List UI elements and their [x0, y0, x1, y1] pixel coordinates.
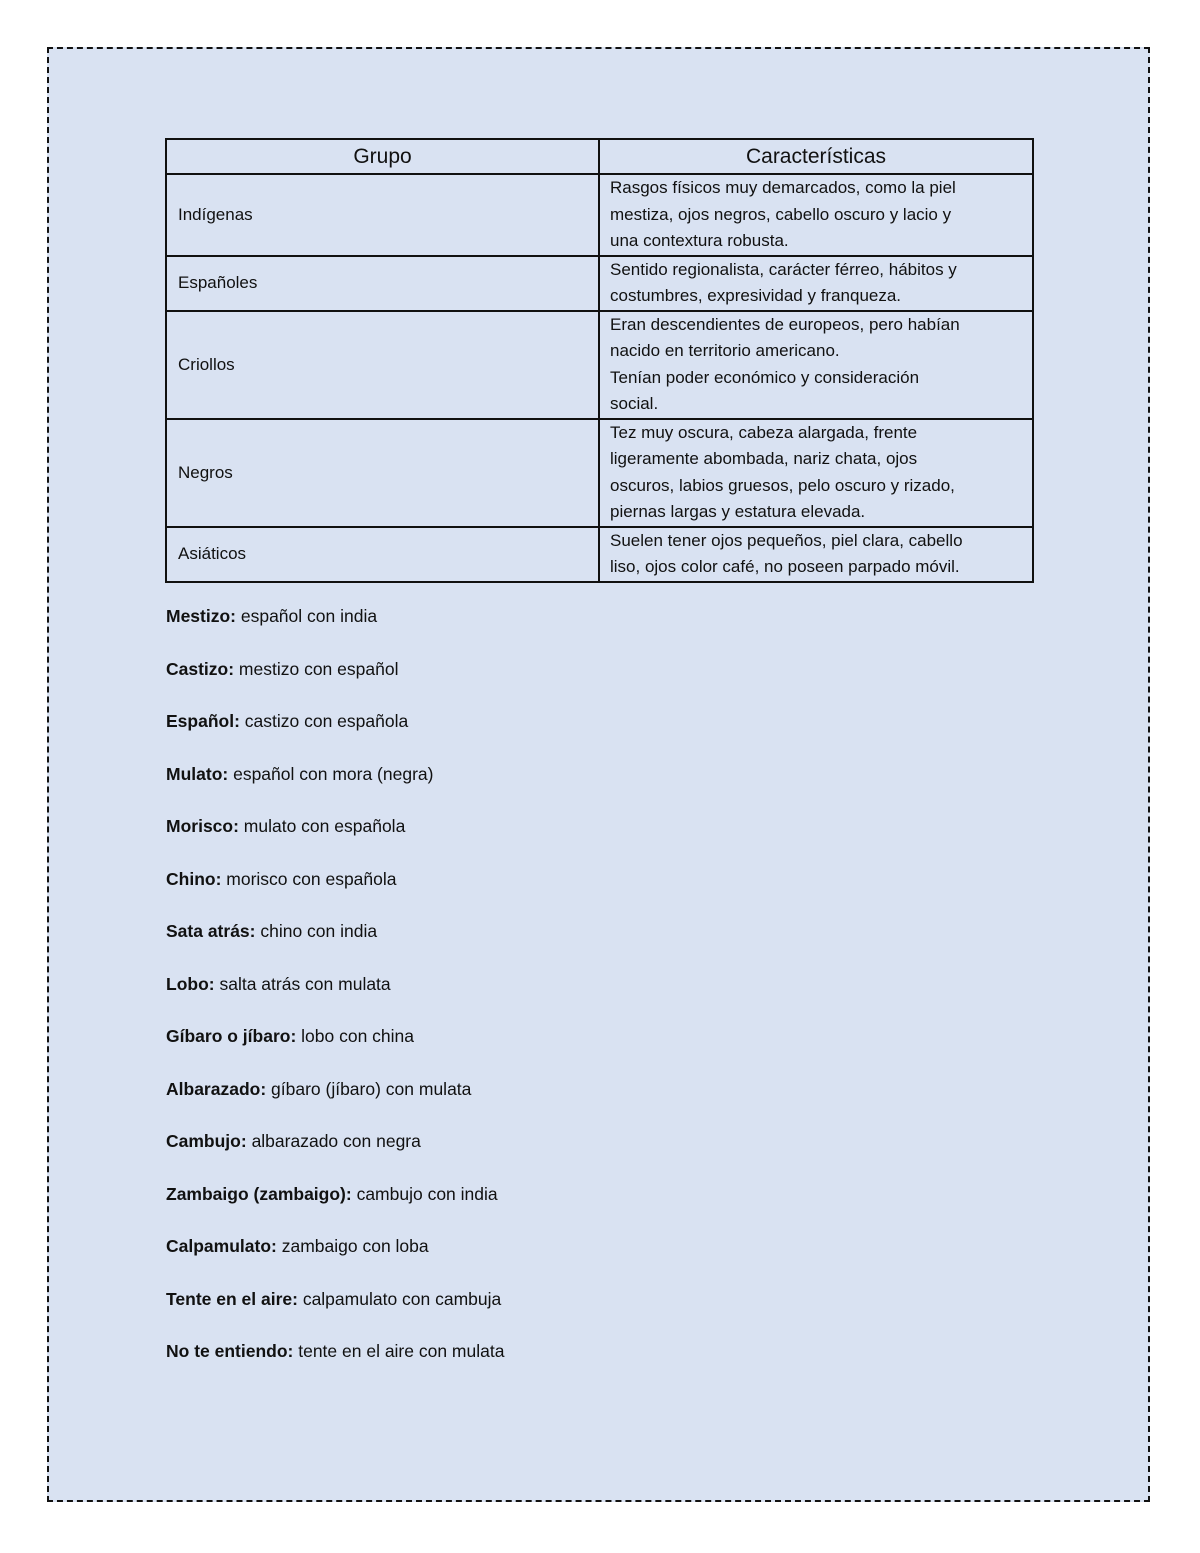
- list-item: [166, 866, 1066, 919]
- list-item: [166, 1023, 1066, 1076]
- mixture-definition: morisco con española: [221, 868, 397, 889]
- mixtures-list: [166, 603, 1066, 1391]
- group-name: Negros: [166, 419, 599, 527]
- list-item: [166, 1286, 1066, 1339]
- characteristics-line: oscuros, labios gruesos, pelo oscuro y rizado,: [610, 475, 955, 495]
- characteristics-line: mestiza, ojos negros, cabello oscuro y lacio y: [610, 204, 952, 224]
- mixture-definition: salta atrás con mulata: [214, 973, 391, 994]
- mixture-term: Mulato:: [166, 763, 229, 784]
- mixture-term: Español:: [166, 711, 240, 731]
- characteristics-line: Suelen tener ojos pequeños, piel clara, cabello: [610, 530, 963, 550]
- table-row: [166, 419, 1033, 527]
- group-name: Criollos: [166, 311, 599, 419]
- table-row: [166, 256, 1033, 311]
- list-item: [166, 1338, 1066, 1391]
- mixture-term: Tente en el aire:: [166, 1288, 298, 1309]
- mixture-term: Chino:: [166, 868, 222, 889]
- list-item: [166, 971, 1066, 1024]
- mixture-definition: calpamulato con cambuja: [297, 1288, 502, 1309]
- table-row: [166, 311, 1033, 419]
- mixture-definition: cambujo con india: [351, 1183, 498, 1204]
- mixture-term: Sata atrás:: [166, 921, 256, 941]
- characteristics-line: nacido en territorio americano.: [610, 341, 840, 360]
- list-item: [166, 1128, 1066, 1181]
- mixture-term: No te entiendo:: [166, 1341, 294, 1361]
- header-characteristics: Características: [599, 139, 1033, 174]
- mixture-definition: gíbaro (jíbaro) con mulata: [266, 1078, 472, 1099]
- mixture-definition: mulato con española: [238, 816, 406, 836]
- characteristics-line: Tez muy oscura, cabeza alargada, frente: [610, 422, 918, 442]
- list-item: [166, 1076, 1066, 1129]
- group-characteristics: [599, 311, 1033, 419]
- table-row: [166, 174, 1033, 256]
- mixture-term: Lobo:: [166, 973, 215, 994]
- mixture-definition: chino con india: [255, 921, 378, 941]
- group-name: Españoles: [166, 256, 599, 311]
- mixture-term: Albarazado:: [166, 1078, 267, 1099]
- list-item: [166, 813, 1066, 866]
- characteristics-line: Tenían poder económico y consideración: [610, 367, 920, 387]
- mixture-term: Gíbaro o jíbaro:: [166, 1026, 297, 1046]
- group-characteristics: [599, 256, 1033, 311]
- mixture-definition: mestizo con español: [234, 658, 399, 679]
- mixture-term: Cambujo:: [166, 1131, 247, 1151]
- mixture-definition: castizo con española: [239, 711, 409, 731]
- groups-table: [165, 138, 1034, 583]
- list-item: [166, 918, 1066, 971]
- group-name: Asiáticos: [166, 527, 599, 582]
- header-group: Grupo: [166, 139, 599, 174]
- list-item: [166, 656, 1066, 709]
- mixture-term: Mestizo:: [166, 606, 236, 626]
- characteristics-line: social.: [610, 394, 659, 413]
- group-name: Indígenas: [166, 174, 599, 256]
- mixture-definition: albarazado con negra: [246, 1131, 421, 1151]
- mixture-term: Castizo:: [166, 658, 235, 679]
- mixture-definition: español con india: [236, 606, 378, 626]
- mixture-term: Calpamulato:: [166, 1236, 277, 1256]
- group-characteristics: [599, 527, 1033, 582]
- mixture-term: Morisco:: [166, 816, 239, 836]
- characteristics-line: una contextura robusta.: [610, 231, 789, 250]
- mixture-definition: tente en el aire con mulata: [293, 1341, 505, 1361]
- characteristics-line: liso, ojos color café, no poseen parpado móvil.: [610, 557, 960, 576]
- characteristics-line: piernas largas y estatura elevada.: [610, 502, 866, 521]
- list-item: [166, 708, 1066, 761]
- mixture-definition: español con mora (negra): [228, 763, 434, 784]
- list-item: [166, 1233, 1066, 1286]
- mixture-definition: zambaigo con loba: [276, 1236, 429, 1256]
- table-row: [166, 527, 1033, 582]
- group-characteristics: [599, 174, 1033, 256]
- group-characteristics: [599, 419, 1033, 527]
- mixture-term: Zambaigo (zambaigo):: [166, 1183, 352, 1204]
- characteristics-line: Sentido regionalista, carácter férreo, hábitos y: [610, 259, 957, 279]
- characteristics-line: ligeramente abombada, nariz chata, ojos: [610, 449, 918, 468]
- list-item: [166, 603, 1066, 656]
- characteristics-line: Eran descendientes de europeos, pero habían: [610, 314, 960, 334]
- table-header-row: [166, 139, 1033, 174]
- characteristics-line: costumbres, expresividad y franqueza.: [610, 286, 902, 305]
- list-item: [166, 761, 1066, 814]
- list-item: [166, 1181, 1066, 1234]
- characteristics-line: Rasgos físicos muy demarcados, como la piel: [610, 178, 956, 197]
- mixture-definition: lobo con china: [296, 1026, 415, 1046]
